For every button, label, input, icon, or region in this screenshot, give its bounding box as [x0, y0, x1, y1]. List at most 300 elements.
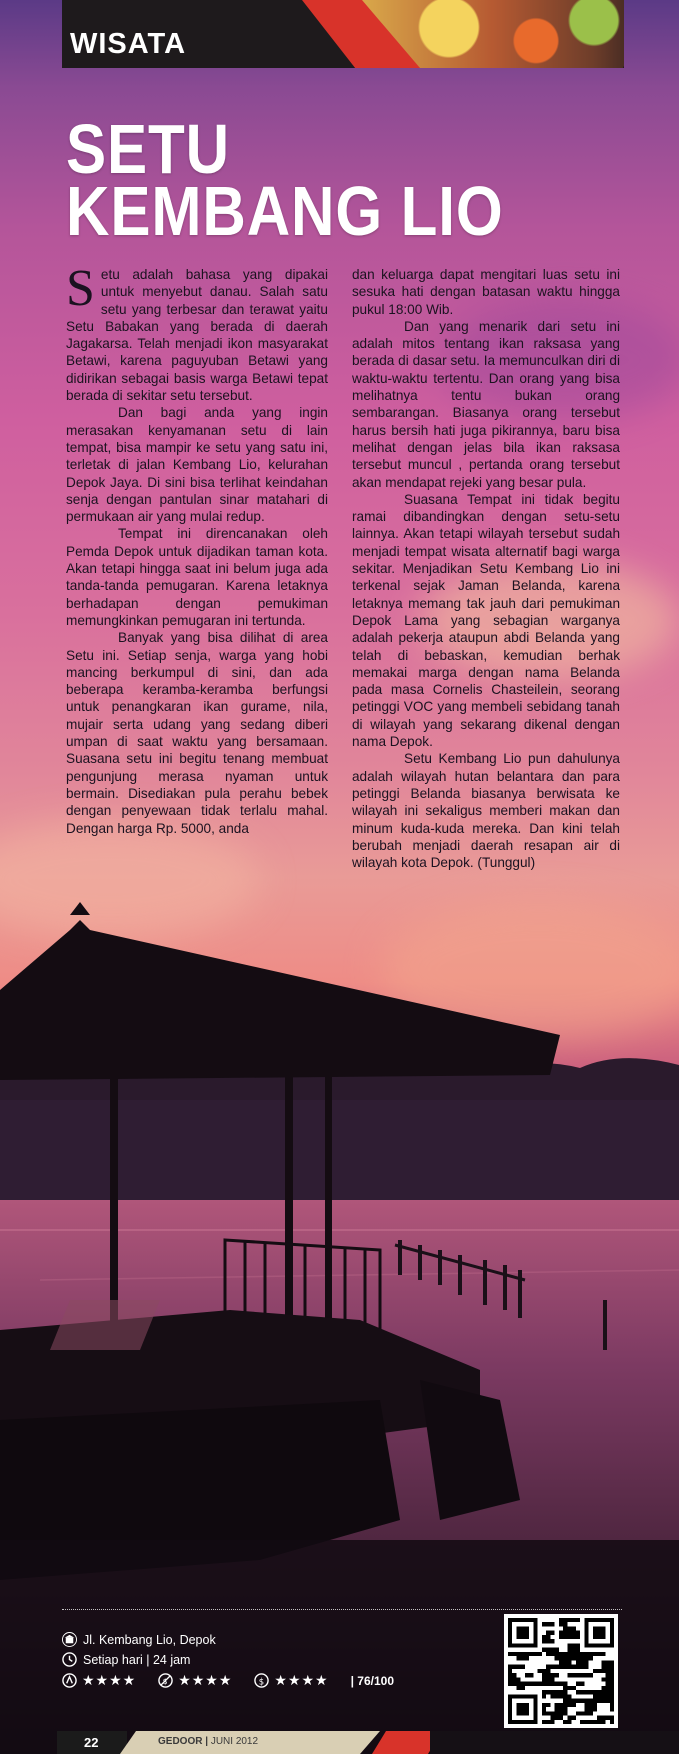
qr-module — [550, 1665, 554, 1669]
qr-module — [601, 1669, 605, 1673]
qr-module — [589, 1656, 593, 1660]
qr-module — [567, 1643, 571, 1647]
qr-module — [601, 1660, 605, 1664]
qr-module — [610, 1690, 614, 1694]
paragraph: Setu Kembang Lio pun dahulunya adalah wilayah hutan belantara dan para petinggi Belanda biasanya berwisata ke wilayah ini sekaligus memberi makan dan minum kuda-kuda mereka. Dan kini telah berubah menjadi daerah resapan air di wilayah kota Depok. (Tunggul) — [352, 751, 620, 871]
qr-module — [593, 1699, 597, 1703]
qr-module — [542, 1635, 546, 1639]
qr-module — [521, 1656, 525, 1660]
qr-module — [567, 1652, 571, 1656]
qr-module — [601, 1652, 605, 1656]
qr-module — [516, 1626, 529, 1639]
hours-row — [62, 1652, 190, 1667]
qr-module — [533, 1694, 537, 1724]
qr-module — [606, 1673, 610, 1677]
qr-module — [589, 1703, 593, 1707]
qr-module — [525, 1656, 529, 1660]
qr-module — [576, 1711, 580, 1715]
qr-module — [580, 1660, 584, 1664]
rating-stars-1: ★★★★ — [82, 1672, 137, 1688]
qr-module — [584, 1660, 588, 1664]
qr-module — [610, 1699, 614, 1703]
qr-module — [559, 1711, 563, 1715]
qr-module — [593, 1703, 597, 1707]
qr-module — [559, 1665, 563, 1669]
qr-module — [572, 1686, 576, 1690]
qr-module — [516, 1677, 520, 1681]
qr-module — [597, 1716, 601, 1720]
qr-module — [508, 1665, 512, 1669]
qr-module — [610, 1720, 614, 1724]
qr-module — [559, 1635, 563, 1639]
qr-module — [555, 1703, 559, 1707]
qr-module — [563, 1711, 567, 1715]
qr-module — [572, 1618, 576, 1622]
qr-module — [580, 1720, 584, 1724]
qr-module — [516, 1665, 520, 1669]
qr-module — [584, 1652, 588, 1656]
qr-module — [606, 1716, 610, 1720]
qr-module — [567, 1618, 571, 1622]
qr-module — [555, 1652, 559, 1656]
paragraph-text: etu adalah bahasa yang dipakai untuk menyebut danau. Salah satu setu yang terbesar dan terawat yaitu Setu Babakan yang berada di daerah Jagakarsa. Telah menjadi ikon masyarakat Betawi, karena paguyuban Betawi yang didirikan sebagai basis warga Betawi tepat berada di sekitar setu tersebut. — [66, 267, 328, 404]
qr-module — [576, 1618, 580, 1622]
qr-module — [567, 1673, 571, 1677]
qr-module — [542, 1720, 546, 1724]
page-number: 22 — [84, 1735, 99, 1750]
qr-module — [589, 1690, 593, 1694]
qr-module — [584, 1665, 588, 1669]
qr-module — [567, 1656, 571, 1660]
qr-module — [546, 1652, 550, 1656]
qr-module — [542, 1622, 546, 1626]
rating-group-1 — [62, 1672, 136, 1689]
qr-module — [512, 1673, 516, 1677]
info-divider — [62, 1609, 622, 1610]
qr-module — [606, 1669, 610, 1673]
qr-module — [550, 1690, 554, 1694]
qr-module — [525, 1673, 529, 1677]
qr-module — [563, 1652, 567, 1656]
qr-module — [572, 1626, 576, 1630]
qr-module — [572, 1673, 576, 1677]
qr-module — [576, 1652, 580, 1656]
qr-module — [521, 1686, 525, 1690]
qr-module — [550, 1677, 554, 1681]
qr-module — [559, 1631, 563, 1635]
qr-module — [508, 1720, 538, 1724]
qr-module — [567, 1631, 571, 1635]
qr-module — [546, 1677, 550, 1681]
qr-module — [559, 1707, 563, 1711]
qr-module — [597, 1699, 601, 1703]
access-icon — [62, 1673, 77, 1688]
qr-module — [516, 1703, 529, 1716]
qr-module — [584, 1703, 588, 1707]
qr-module — [580, 1656, 584, 1660]
qr-module — [563, 1618, 567, 1622]
qr-module — [597, 1669, 601, 1673]
qr-module — [576, 1660, 580, 1664]
qr-module — [508, 1673, 512, 1677]
qr-module — [576, 1665, 580, 1669]
qr-module — [550, 1631, 554, 1635]
qr-module — [563, 1686, 567, 1690]
qr-module — [550, 1720, 554, 1724]
footer-right-block — [430, 1731, 679, 1754]
clock-icon — [62, 1652, 77, 1667]
qr-module — [550, 1648, 554, 1652]
article-title — [66, 110, 504, 250]
qr-module — [563, 1665, 567, 1669]
qr-module — [563, 1660, 567, 1664]
qr-module — [610, 1694, 614, 1698]
section-label: WISATA — [70, 28, 187, 60]
qr-module — [563, 1626, 567, 1630]
qr-module — [521, 1682, 525, 1686]
qr-module — [550, 1622, 554, 1626]
qr-module — [508, 1694, 512, 1724]
qr-module — [555, 1690, 559, 1694]
qr-module — [584, 1699, 588, 1703]
section-header — [62, 0, 624, 68]
qr-module — [597, 1690, 601, 1694]
qr-module — [546, 1665, 550, 1669]
qr-module — [542, 1690, 546, 1694]
qr-module — [521, 1652, 525, 1656]
qr-module — [580, 1711, 584, 1715]
qr-module — [593, 1652, 597, 1656]
qr-module — [580, 1699, 584, 1703]
qr-module — [584, 1690, 588, 1694]
qr-code — [504, 1614, 618, 1728]
qr-module — [559, 1703, 563, 1707]
qr-module — [576, 1635, 580, 1639]
qr-module — [546, 1703, 550, 1707]
qr-module — [563, 1622, 567, 1626]
qr-module — [567, 1720, 571, 1724]
qr-module — [593, 1669, 597, 1673]
qr-module — [512, 1665, 516, 1669]
qr-module — [550, 1694, 554, 1698]
qr-module — [559, 1656, 563, 1660]
qr-module — [606, 1694, 610, 1698]
qr-module — [601, 1720, 605, 1724]
qr-module — [610, 1716, 614, 1720]
qr-module — [606, 1665, 610, 1669]
qr-module — [546, 1635, 550, 1639]
qr-module — [516, 1682, 520, 1686]
qr-module — [601, 1699, 605, 1703]
qr-module — [597, 1720, 601, 1724]
qr-module — [559, 1652, 563, 1656]
qr-module — [533, 1682, 537, 1686]
qr-module — [563, 1682, 567, 1686]
qr-module — [572, 1635, 576, 1639]
qr-module — [606, 1682, 610, 1686]
qr-module — [606, 1660, 610, 1664]
qr-module — [550, 1652, 554, 1656]
qr-code-image — [508, 1618, 614, 1724]
qr-module — [584, 1711, 588, 1715]
qr-module — [572, 1699, 576, 1703]
qr-module — [563, 1635, 567, 1639]
qr-module — [559, 1694, 563, 1698]
paragraph: Dan yang menarik dari setu ini adalah mitos tentang ikan raksasa yang berada di dasar setu. Ia memunculkan diri di waktu-waktu tertentu. Dan orang yang bisa melihatnya tentu bukan orang sembarangan. Biasanya orang tersebut harus bersih hati juga pikirannya, baru bisa melihat dengan jelas bila ikan raksasa tersebut muncul , pertanda orang tersebut akan mendapat rejeki yang besar pula. — [352, 318, 620, 490]
qr-module — [555, 1648, 559, 1652]
qr-module — [508, 1669, 512, 1673]
qr-module — [572, 1643, 576, 1647]
qr-module — [580, 1682, 584, 1686]
qr-module — [559, 1622, 563, 1626]
qr-module — [546, 1622, 550, 1626]
qr-module — [508, 1677, 512, 1681]
qr-module — [508, 1694, 538, 1698]
qr-module — [542, 1669, 546, 1673]
page-footer — [0, 1731, 679, 1754]
qr-module — [610, 1673, 614, 1677]
qr-module — [559, 1618, 563, 1622]
paragraph: dan keluarga dapat mengitari luas setu ini sesuka hati dengan batasan waktu hingga pukul 18:00 Wib. — [352, 267, 620, 317]
qr-module — [597, 1694, 601, 1698]
qr-module — [555, 1694, 559, 1698]
qr-module — [542, 1639, 546, 1643]
qr-module — [589, 1673, 593, 1677]
qr-module — [555, 1665, 559, 1669]
qr-module — [584, 1656, 588, 1660]
qr-module — [563, 1690, 567, 1694]
qr-module — [567, 1648, 571, 1652]
qr-module — [610, 1707, 614, 1711]
qr-module — [576, 1648, 580, 1652]
qr-module — [563, 1694, 567, 1698]
address-text: Jl. Kembang Lio, Depok — [83, 1632, 216, 1647]
qr-module — [584, 1643, 614, 1647]
qr-module — [601, 1665, 605, 1669]
qr-module — [546, 1720, 550, 1724]
paragraph — [66, 260, 328, 404]
qr-module — [550, 1639, 554, 1643]
qr-module — [610, 1682, 614, 1686]
qr-module — [576, 1643, 580, 1647]
qr-module — [550, 1673, 554, 1677]
qr-module — [546, 1648, 550, 1652]
qr-module — [597, 1652, 601, 1656]
qr-module — [610, 1665, 614, 1669]
qr-module — [533, 1618, 537, 1648]
qr-module — [529, 1673, 533, 1677]
qr-module — [584, 1673, 588, 1677]
rating-stars-3: ★★★★ — [274, 1672, 329, 1688]
qr-module — [538, 1652, 542, 1656]
building-icon — [62, 1632, 77, 1647]
qr-module — [542, 1711, 546, 1715]
qr-module — [546, 1669, 550, 1673]
qr-module — [610, 1618, 614, 1648]
qr-module — [555, 1711, 559, 1715]
paragraph: Suasana Tempat ini tidak begitu ramai dibandingkan dengan setu-setu lainnya. Akan tetapi wilayah tersebut sudah menjadi tempat wisata alternatif bagi warga sekitar. Menjadikan Setu Kembang Lio ini terkenal sejak Jaman Belanda, karena letaknya memang tak jauh dari pemukiman Depok Lama yang sebagian warganya adalah pekerja ataupun abdi Belanda yang telah di bebaskan, kemudian berhak memakai marga dengan nama Belanda pada masa Cornelis Chasteilein, seorang petinggi VOC yang membeli sebidang tanah di wilayah yang sekarang dikenal dengan nama Depok. — [352, 491, 620, 750]
qr-module — [529, 1682, 533, 1686]
qr-module — [555, 1656, 559, 1660]
qr-module — [567, 1626, 571, 1630]
qr-module — [559, 1660, 563, 1664]
qr-module — [508, 1618, 512, 1648]
qr-module — [580, 1673, 584, 1677]
qr-module — [567, 1635, 571, 1639]
qr-module — [559, 1690, 563, 1694]
paragraph: Dan bagi anda yang ingin merasakan kenyamanan setu di lain tempat, bisa mampir ke setu yang satu ini, terletak di jalan Kembang Lio, kelurahan Depok Jaya. Di sini bisa terlihat keindahan senja dengan pantulan sinar matahari di permukaan air yang mulai redup. — [66, 405, 328, 525]
qr-module — [601, 1686, 605, 1690]
qr-module — [550, 1716, 554, 1720]
qr-module — [529, 1652, 533, 1656]
qr-module — [538, 1682, 542, 1686]
qr-module — [555, 1682, 559, 1686]
magazine-issue: GEDOOR | JUNI 2012 — [158, 1736, 259, 1747]
money-icon — [254, 1673, 269, 1688]
qr-module — [563, 1703, 567, 1707]
hours-text: Setiap hari | 24 jam — [83, 1652, 191, 1667]
qr-module — [546, 1631, 550, 1635]
qr-module — [550, 1682, 554, 1686]
qr-module — [606, 1690, 610, 1694]
article-column-1 — [66, 260, 328, 837]
qr-module — [542, 1673, 546, 1677]
qr-module — [542, 1648, 546, 1652]
qr-module — [546, 1673, 550, 1677]
qr-module — [567, 1716, 571, 1720]
qr-module — [601, 1677, 605, 1681]
qr-module — [559, 1682, 563, 1686]
issue-date: JUNI 2012 — [210, 1736, 259, 1747]
qr-module — [546, 1690, 550, 1694]
qr-module — [572, 1631, 576, 1635]
no-entry-fee-icon — [158, 1673, 173, 1688]
qr-module — [563, 1656, 567, 1660]
qr-module — [572, 1648, 576, 1652]
qr-module — [593, 1720, 597, 1724]
qr-module — [572, 1665, 576, 1669]
rating-group-2 — [158, 1672, 232, 1689]
drop-cap: S — [66, 260, 95, 317]
qr-module — [508, 1618, 538, 1622]
qr-module — [584, 1618, 614, 1622]
qr-module — [606, 1699, 610, 1703]
qr-module — [593, 1694, 597, 1698]
qr-module — [567, 1699, 571, 1703]
qr-module — [610, 1660, 614, 1664]
magazine-name: GEDOOR — [158, 1736, 203, 1747]
qr-module — [542, 1677, 546, 1681]
qr-module — [542, 1694, 546, 1698]
qr-module — [610, 1669, 614, 1673]
qr-module — [550, 1711, 554, 1715]
overall-score: | 76/100 — [350, 1673, 395, 1688]
rating-stars-2: ★★★★ — [178, 1672, 233, 1688]
qr-module — [580, 1665, 584, 1669]
qr-module — [593, 1690, 597, 1694]
qr-module — [508, 1682, 512, 1686]
qr-module — [601, 1690, 605, 1694]
qr-module — [601, 1716, 605, 1720]
qr-module — [512, 1652, 516, 1656]
qr-module — [606, 1686, 610, 1690]
qr-module — [525, 1652, 529, 1656]
qr-module — [576, 1631, 580, 1635]
qr-module — [538, 1669, 542, 1673]
qr-module — [563, 1707, 567, 1711]
svg-text:$: $ — [259, 1676, 265, 1687]
qr-module — [555, 1716, 559, 1720]
qr-module — [610, 1703, 614, 1707]
qr-module — [567, 1665, 571, 1669]
qr-module — [580, 1652, 584, 1656]
qr-module — [576, 1656, 580, 1660]
qr-module — [584, 1618, 588, 1648]
qr-module — [593, 1626, 606, 1639]
qr-module — [610, 1677, 614, 1681]
qr-module — [584, 1707, 588, 1711]
qr-module — [572, 1652, 576, 1656]
qr-module — [589, 1652, 593, 1656]
qr-module — [567, 1694, 571, 1698]
qr-module — [593, 1707, 597, 1711]
rating-group-3 — [254, 1672, 328, 1689]
qr-module — [546, 1639, 550, 1643]
qr-module — [521, 1665, 525, 1669]
qr-module — [572, 1703, 576, 1707]
qr-module — [563, 1720, 567, 1724]
qr-module — [589, 1720, 593, 1724]
paragraph: Tempat ini direncanakan oleh Pemda Depok untuk dijadikan taman kota. Akan tetapi hingga saat ini belum juga ada tanda-tanda pemugaran. Karena letaknya berhadapan dengan pemukiman memungkinkan pemugaran ini tertunda. — [66, 526, 328, 628]
article-column-2 — [352, 266, 620, 871]
qr-module — [563, 1699, 567, 1703]
title-line-1: SETU — [66, 110, 231, 188]
qr-module — [584, 1720, 588, 1724]
qr-module — [572, 1716, 576, 1720]
qr-module — [580, 1690, 584, 1694]
qr-module — [508, 1652, 512, 1656]
qr-module — [512, 1682, 516, 1686]
qr-module — [542, 1682, 546, 1686]
title-line-2: KEMBANG LIO — [66, 172, 504, 250]
qr-module — [512, 1677, 516, 1681]
qr-module — [559, 1716, 563, 1720]
qr-module — [576, 1690, 580, 1694]
paragraph: Banyak yang bisa dilihat di area Setu ini. Setiap senja, warga yang hobi mancing berkumpul di sini, dan ada beberapa keramba-keramba berfungsi untuk penangkaran ikan gurame, nila, mujair serta udang yang sedang diberi umpan di saat waktu yang bersamaan. Suasana setu ini begitu tenang membuat pengunjung merasa nyaman untuk bermain. Disediakan pula perahu bebek dengan penyewaan tidak terlalu mahal. Dengan harga Rp. 5000, anda — [66, 630, 328, 836]
qr-module — [525, 1682, 529, 1686]
qr-module — [555, 1673, 559, 1677]
qr-module — [610, 1686, 614, 1690]
qr-module — [508, 1643, 538, 1647]
rating-row — [62, 1672, 394, 1689]
qr-module — [516, 1656, 520, 1660]
qr-module — [576, 1682, 580, 1686]
qr-module — [542, 1707, 546, 1711]
qr-module — [546, 1682, 550, 1686]
qr-module — [542, 1703, 546, 1707]
qr-module — [601, 1694, 605, 1698]
qr-module — [572, 1656, 576, 1660]
qr-module — [567, 1686, 571, 1690]
qr-module — [576, 1699, 580, 1703]
svg-text:$: $ — [162, 1676, 168, 1686]
qr-module — [567, 1660, 571, 1664]
qr-module — [606, 1677, 610, 1681]
qr-module — [589, 1699, 593, 1703]
qr-module — [576, 1673, 580, 1677]
qr-module — [567, 1703, 571, 1707]
address-row — [62, 1632, 216, 1647]
